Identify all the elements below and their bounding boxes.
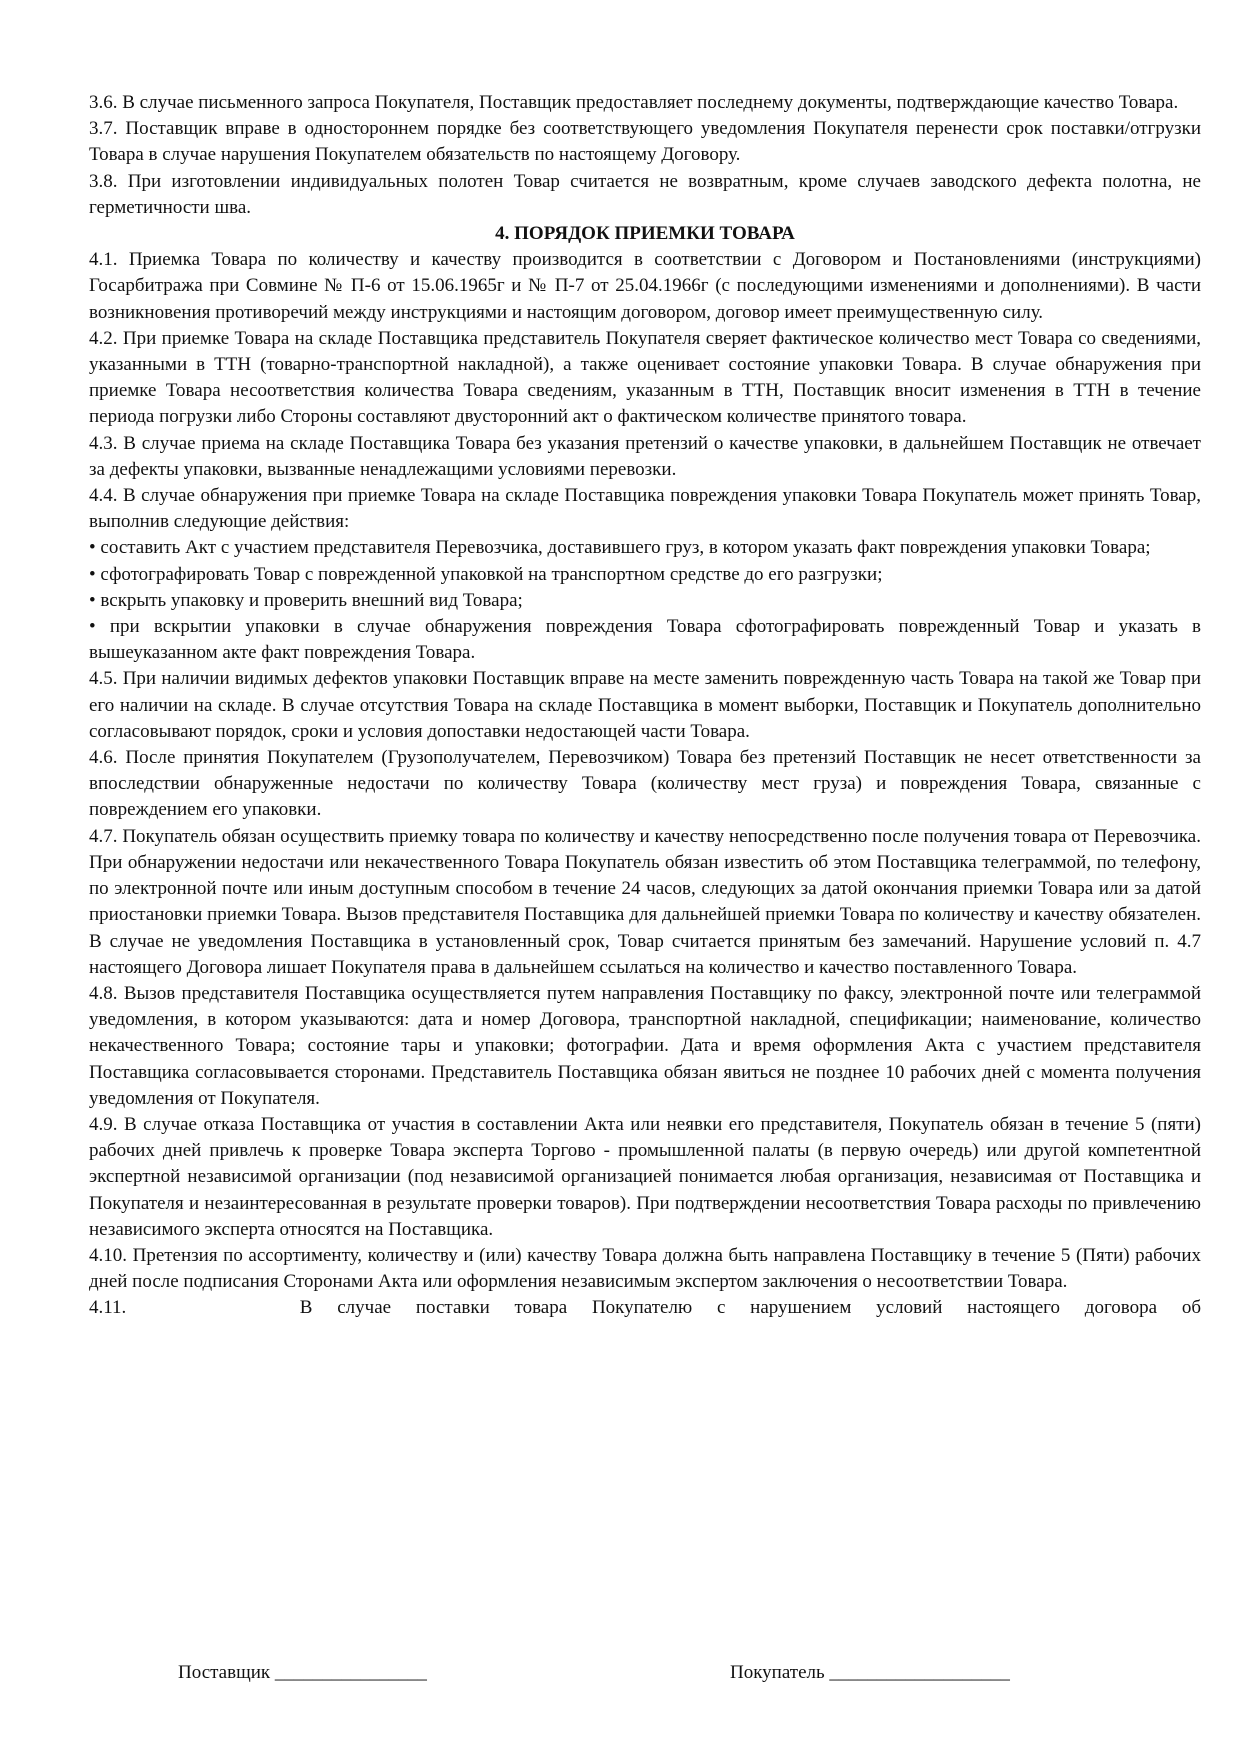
- bullet-icon: •: [89, 537, 96, 559]
- bullet-text-3: вскрыть упаковку и проверить внешний вид Товара;: [100, 589, 523, 611]
- paragraph-4-8: 4.8. Вызов представителя Поставщика осуществляется путем направления Поставщику по факсу, электронной почте или телеграммой уведомления, в котором указываются: дата и номер Договора, транспортной накладной, спецификации; наименование, количество некачественного Товара; состояние тары и упаковки; фотографии. Дата и время оформления Акта с участием представителя Поставщика согласовывается сторонами. Представитель Поставщика обязан явиться не позднее 10 рабочих дней с момента получения уведомления от Покупателя.: [89, 982, 1201, 1109]
- paragraph-3-6: 3.6. В случае письменного запроса Покупателя, Поставщик предоставляет последнему документы, подтверждающие качество Товара.: [89, 92, 1179, 113]
- paragraph-3-8: 3.8. При изготовлении индивидуальных полотен Товар считается не возвратным, кроме случаев заводского дефекта полотна, не герметичности шва.: [89, 170, 1201, 218]
- paragraph-4-4: 4.4. В случае обнаружения при приемке Товара на складе Поставщика повреждения упаковки Товара Покупатель может принять Товар, выполнив следующие действия:: [89, 485, 1201, 533]
- bullet-item-4: [89, 614, 1201, 666]
- paragraph-4-6: 4.6. После принятия Покупателем (Грузополучателем, Перевозчиком) Товара без претензий Поставщик не несет ответственности за впоследствии обнаруженные недостачи по количеству Товара (количеству мест груза) и повреждения Товара, связанные с повреждением его упаковки.: [89, 747, 1201, 821]
- paragraph-3-7: 3.7. Поставщик вправе в одностороннем порядке без соответствующего уведомления Покупателя перенести срок поставки/отгрузки Товара в случае нарушения Покупателем обязательств по настоящему Договору.: [89, 118, 1201, 166]
- paragraph-4-11: 4.11. В случае поставки товара Покупателю с нарушением условий настоящего договора об: [89, 1297, 1201, 1319]
- bullet-icon: •: [89, 616, 96, 638]
- bullet-icon: •: [89, 589, 96, 611]
- buyer-signature-line: Покупатель ___________________: [730, 1662, 1010, 1683]
- bullet-item-1: [89, 535, 1201, 561]
- bullet-text-4: при вскрытии упаковки в случае обнаружения повреждения Товара сфотографировать поврежденный Товар и указать в вышеуказанном акте факт повреждения Товара.: [89, 616, 1202, 664]
- bullet-text-2: сфотографировать Товар с поврежденной упаковкой на транспортном средстве до его разгрузки;: [100, 563, 883, 585]
- bullet-icon: •: [89, 563, 96, 585]
- document-page: [89, 90, 1201, 1322]
- bullet-item-3: [89, 588, 1201, 614]
- supplier-signature-line: Поставщик ________________: [178, 1662, 427, 1683]
- paragraph-4-2: 4.2. При приемке Товара на складе Поставщика представитель Покупателя сверяет фактическое количество мест Товара со сведениями, указанными в ТТН (товарно-транспортной накладной), а также оценивает состояние упаковки Товара. В случае обнаружения при приемке Товара несоответствия количества Товара сведениям, указанным в ТТН, Поставщик вносит изменения в ТТН в течение периода погрузки либо Стороны составляют двусторонний акт о фактическом количестве принятого товара.: [89, 327, 1201, 428]
- bullet-text-1: составить Акт с участием представителя Перевозчика, доставившего груз, в котором указать факт повреждения упаковки Товара;: [100, 537, 1151, 559]
- paragraph-4-1: 4.1. Приемка Товара по количеству и качеству производится в соответствии с Договором и Постановлениями (инструкциями) Госарбитража при Совмине № П-6 от 15.06.1965г и № П-7 от 25.04.1966г (с последующими изменениями и дополнениями). В части возникновения противоречий между инструкциями и настоящим договором, договор имеет преимущественную силу.: [89, 249, 1201, 323]
- section-heading-4: 4. ПОРЯДОК ПРИЕМКИ ТОВАРА: [495, 223, 795, 245]
- paragraph-4-7: 4.7. Покупатель обязан осуществить приемку товара по количеству и качеству непосредственно после получения товара от Перевозчика. При обнаружении недостачи или некачественного Товара Покупатель обязан известить об этом Поставщика телеграммой, по телефону, по электронной почте или иным доступным способом в течение 24 часов, следующих за датой окончания приемки Товара или за датой приостановки приемки Товара. Вызов представителя Поставщика для дальнейшей приемки Товара по количеству и качеству обязателен. В случае не уведомления Поставщика в установленный срок, Товар считается принятым без замечаний. Нарушение условий п. 4.7 настоящего Договора лишает Покупателя права в дальнейшем ссылаться на количество и качество поставленного Товара.: [89, 825, 1201, 978]
- paragraph-4-5: 4.5. При наличии видимых дефектов упаковки Поставщик вправе на месте заменить поврежденную часть Товара на такой же Товар при его наличии на складе. В случае отсутствия Товара на складе Поставщика в момент выборки, Поставщик и Покупатель дополнительно согласовывают порядок, сроки и условия допоставки недостающей части Товара.: [89, 668, 1201, 742]
- paragraph-4-9: 4.9. В случае отказа Поставщика от участия в составлении Акта или неявки его представителя, Покупатель обязан в течение 5 (пяти) рабочих дней привлечь к проверке Товара эксперта Торгово - промышленной палаты (в первую очередь) или другой компетентной экспертной независимой организации (под независимой организацией понимается любая организация, независимая от Поставщика и Покупателя и незаинтересованная в результате проверки товаров). При подтверждении несоответствия Товара расходы по привлечению независимого эксперта относятся на Поставщика.: [89, 1113, 1201, 1240]
- paragraph-4-10: 4.10. Претензия по ассортименту, количеству и (или) качеству Товара должна быть направлена Поставщику в течение 5 (Пяти) рабочих дней после подписания Сторонами Акта или оформления независимым экспертом заключения о несоответствии Товара.: [89, 1244, 1201, 1293]
- paragraph-4-3: 4.3. В случае приема на складе Поставщика Товара без указания претензий о качестве упаковки, в дальнейшем Поставщик не отвечает за дефекты упаковки, вызванные ненадлежащими условиями перевозки.: [89, 432, 1201, 480]
- bullet-item-2: [89, 562, 1201, 588]
